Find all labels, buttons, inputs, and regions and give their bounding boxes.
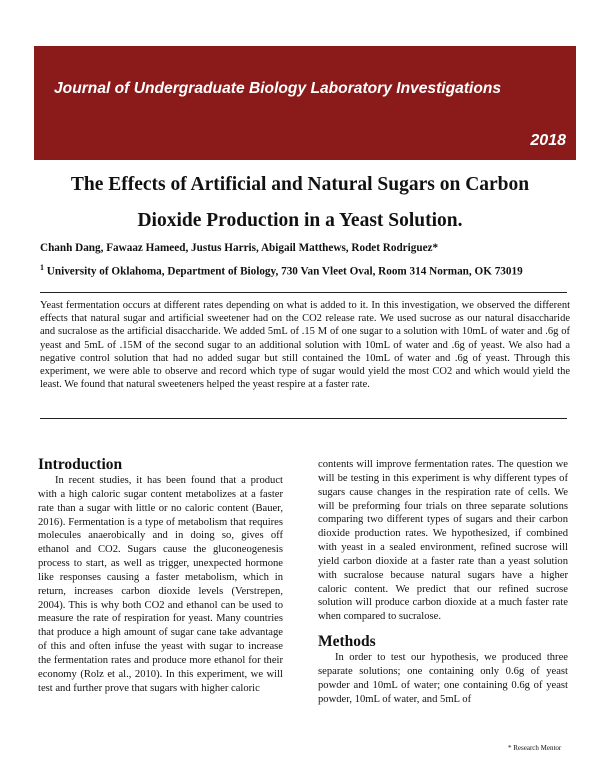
abstract-bottom-rule	[40, 418, 567, 419]
column-right	[318, 458, 568, 707]
journal-banner	[34, 46, 576, 160]
abstract-top-rule	[40, 292, 567, 293]
paper-title-line-1: The Effects of Artificial and Natural Sugars on Carbon	[70, 174, 530, 195]
introduction-paragraph-continued: contents will improve fermentation rates. The question we will be testing in this experiment is why different types of sugars cause changes in the respiration rate of cells. We will be preforming four trials on three separate solutions comparing two different types of sugars and their carbon dioxide production rates. We hypothesized, if combined with yeast in a sealed environment, refined sucrose will yield carbon dioxide at a faster rate than a yeast solution with sucralose because natural sugars have a higher caloric content. We predict that our refined sucrose solution will produce carbon dioxide at a much faster rate when compared to sucralose.	[318, 459, 568, 623]
journal-name: Journal of Undergraduate Biology Laboratory Investigations	[54, 80, 502, 97]
affiliation-marker: 1	[40, 263, 44, 272]
column-left	[38, 456, 283, 696]
journal-year: 2018	[530, 132, 566, 149]
methods-paragraph: In order to test our hypothesis, we produced three separate solutions; one containing only 0.6g of yeast powder and 10mL of water; one containing 0.6g of yeast powder, 10mL of water, and 5mL of	[318, 652, 568, 705]
affiliation-text: University of Oklahoma, Department of Biology, 730 Van Vleet Oval, Room 314 Norman, OK 73019	[44, 265, 523, 278]
introduction-paragraph: In recent studies, it has been found that a product with a high caloric sugar content metabolizes at a faster rate than a sugar with little or no caloric content (Bauer, 2016). Fermentation is a type of metabolism that requires molecules anaerobically and in doing so, gives off ethanol and CO2. Sugars cause the gluconeogenesis process to start, as well as trigger, unexpected hormone like responses causing a faster metabolism, which in return, increases carbon dioxide levels (Verstrepen, 2004). This is why both CO2 and ethanol can be used to measure the rate of respiration for yeast. Many countries that produce a high amount of sugar cane take advantage of this and often infuse the yeast with sugar to increase the fermentation rates and produce more ethanol for their economy (Rolz et al., 2010). In this experiment, we will test and further prove that sugars with higher caloric	[38, 475, 283, 694]
paper-title	[40, 167, 560, 239]
research-mentor-footnote: * Research Mentor	[508, 744, 562, 752]
affiliation	[40, 263, 523, 278]
paper-title-line-2: Dioxide Production in a Yeast Solution.	[137, 210, 463, 231]
abstract: Yeast fermentation occurs at different rates depending on what is added to it. In this investigation, we observed the different effects that natural sugar and artificial sweetener had on the CO2 release rate. We used sucrose as our natural disaccharide and sucralose as the artificial disaccharide. We added 5mL of .15 M of one sugar to a solution with 10mL of water and .6g of yeast and 5mL of .15M of the second sugar to an additional solution with 10mL of water and .6g of yeast. We also had a negative control solution that had no added sugar but still contained the 10mL of water and .6g of yeast. Through this experiment, we were able to observe and record which type of sugar would yield the most CO2 and which would yield the least. We found that natural sweeteners helped the yeast respire at a faster rate.	[40, 300, 570, 391]
methods-heading: Methods	[318, 633, 376, 651]
author-list: Chanh Dang, Fawaaz Hameed, Justus Harris, Abigail Matthews, Rodet Rodriguez*	[40, 242, 439, 254]
introduction-heading: Introduction	[38, 456, 123, 473]
